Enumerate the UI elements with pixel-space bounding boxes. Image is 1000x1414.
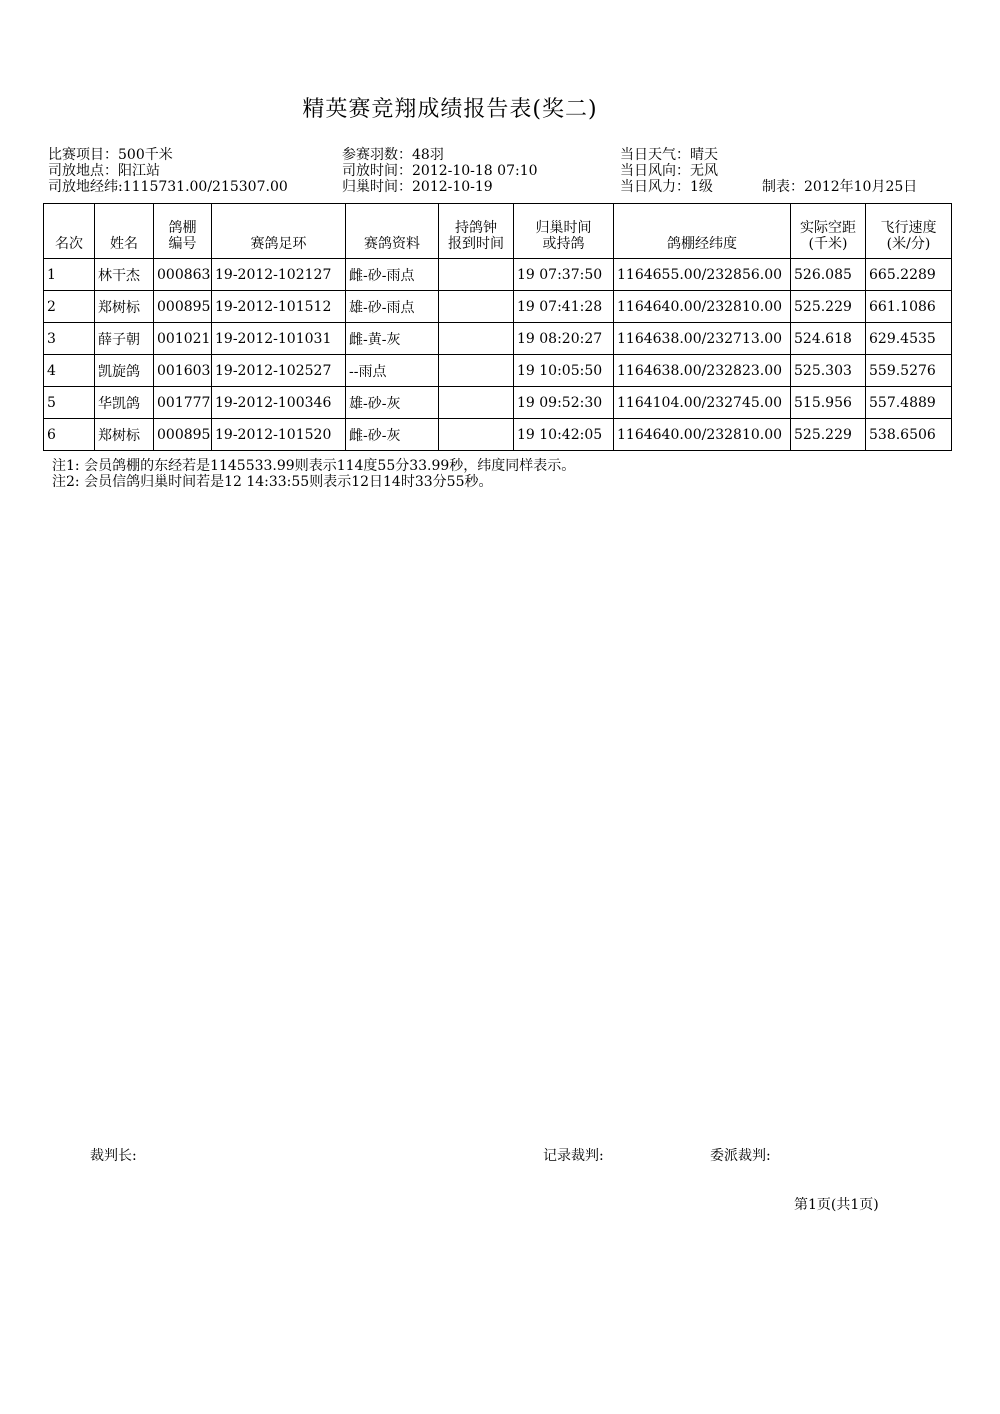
cell-return-time: 19 10:05:50: [514, 355, 614, 387]
cell-name: 郑树标: [95, 291, 154, 323]
cell-ring: 19-2012-101031: [212, 323, 346, 355]
cell-distance: 524.618: [791, 323, 866, 355]
header-pigeon-info: 赛鸽资料: [346, 204, 439, 259]
cell-clock-time: [439, 419, 514, 451]
cell-loft-coordinates: 1164655.00/232856.00: [614, 259, 791, 291]
cell-loft-number: 001021: [154, 323, 212, 355]
table-row: [44, 323, 952, 355]
cell-ring: 19-2012-101512: [212, 291, 346, 323]
cell-rank: 5: [44, 387, 95, 419]
header-speed: 飞行速度 (米/分): [866, 204, 952, 259]
table-row: [44, 355, 952, 387]
cell-pigeon-info: 雌-黄-灰: [346, 323, 439, 355]
cell-name: 薛子朝: [95, 323, 154, 355]
cell-distance: 525.303: [791, 355, 866, 387]
cell-rank: 3: [44, 323, 95, 355]
cell-speed: 559.5276: [866, 355, 952, 387]
table-row: [44, 419, 952, 451]
cell-loft-coordinates: 1164638.00/232713.00: [614, 323, 791, 355]
note-1: 注1: 会员鸽棚的东经若是1145533.99则表示114度55分33.99秒，纬度同样表示。: [52, 458, 576, 474]
release-coordinates: 司放地经纬:1115731.00/215307.00: [48, 179, 288, 195]
entry-count: 参赛羽数：48羽: [342, 147, 444, 163]
cell-ring: 19-2012-100346: [212, 387, 346, 419]
cell-pigeon-info: 雄-砂-雨点: [346, 291, 439, 323]
cell-ring: 19-2012-102127: [212, 259, 346, 291]
table-header-row: [44, 204, 952, 259]
cell-return-time: 19 10:42:05: [514, 419, 614, 451]
cell-return-time: 19 08:20:27: [514, 323, 614, 355]
cell-speed: 557.4889: [866, 387, 952, 419]
cell-name: 郑树标: [95, 419, 154, 451]
report-title: 精英赛竞翔成绩报告表(奖二): [302, 97, 598, 122]
record-judge-label: 记录裁判:: [543, 1148, 604, 1164]
cell-loft-number: 000895: [154, 419, 212, 451]
cell-ring: 19-2012-101520: [212, 419, 346, 451]
cell-name: 凯旋鸽: [95, 355, 154, 387]
cell-pigeon-info: --雨点: [346, 355, 439, 387]
header-return-time: 归巢时间 或持鸽: [514, 204, 614, 259]
cell-speed: 538.6506: [866, 419, 952, 451]
cell-name: 林干杰: [95, 259, 154, 291]
cell-distance: 526.085: [791, 259, 866, 291]
header-rank: 名次: [44, 204, 95, 259]
header-distance: 实际空距 (千米): [791, 204, 866, 259]
cell-return-time: 19 07:37:50: [514, 259, 614, 291]
cell-clock-time: [439, 259, 514, 291]
cell-return-time: 19 09:52:30: [514, 387, 614, 419]
cell-loft-coordinates: 1164640.00/232810.00: [614, 419, 791, 451]
results-table: [43, 203, 952, 451]
cell-name: 华凯鸽: [95, 387, 154, 419]
cell-pigeon-info: 雄-砂-灰: [346, 387, 439, 419]
chief-judge-label: 裁判长:: [90, 1148, 137, 1164]
cell-rank: 1: [44, 259, 95, 291]
release-location: 司放地点：阳江站: [48, 163, 160, 179]
page-number: 第1页(共1页): [794, 1197, 879, 1213]
assigned-judge-label: 委派裁判:: [710, 1148, 771, 1164]
cell-speed: 629.4535: [866, 323, 952, 355]
header-ring: 赛鸽足环: [212, 204, 346, 259]
cell-clock-time: [439, 291, 514, 323]
cell-loft-number: 000863: [154, 259, 212, 291]
header-loft-coordinates: 鸽棚经纬度: [614, 204, 791, 259]
header-clock-time: 持鸽钟 报到时间: [439, 204, 514, 259]
cell-distance: 525.229: [791, 291, 866, 323]
prepared-date: 制表：2012年10月25日: [762, 179, 918, 195]
cell-rank: 2: [44, 291, 95, 323]
cell-rank: 6: [44, 419, 95, 451]
table-row: [44, 291, 952, 323]
cell-pigeon-info: 雌-砂-灰: [346, 419, 439, 451]
event-item: 比赛项目：500千米: [48, 147, 173, 163]
cell-return-time: 19 07:41:28: [514, 291, 614, 323]
cell-clock-time: [439, 387, 514, 419]
cell-loft-number: 001603: [154, 355, 212, 387]
header-loft-number: 鸽棚 编号: [154, 204, 212, 259]
cell-ring: 19-2012-102527: [212, 355, 346, 387]
header-name: 姓名: [95, 204, 154, 259]
cell-distance: 525.229: [791, 419, 866, 451]
cell-loft-coordinates: 1164638.00/232823.00: [614, 355, 791, 387]
cell-loft-number: 001777: [154, 387, 212, 419]
notes: [52, 458, 575, 490]
cell-loft-number: 000895: [154, 291, 212, 323]
cell-loft-coordinates: 1164104.00/232745.00: [614, 387, 791, 419]
release-time: 司放时间：2012-10-18 07:10: [342, 163, 538, 179]
cell-clock-time: [439, 355, 514, 387]
table-row: [44, 259, 952, 291]
cell-pigeon-info: 雌-砂-雨点: [346, 259, 439, 291]
wind-force: 当日风力：1级: [620, 179, 713, 195]
wind-direction: 当日风向：无风: [620, 163, 718, 179]
weather: 当日天气：晴天: [620, 147, 718, 163]
cell-rank: 4: [44, 355, 95, 387]
cell-distance: 515.956: [791, 387, 866, 419]
table-row: [44, 387, 952, 419]
cell-speed: 661.1086: [866, 291, 952, 323]
note-2: 注2: 会员信鸽归巢时间若是12 14:33:55则表示12日14时33分55秒。: [52, 474, 493, 490]
return-date: 归巢时间：2012-10-19: [342, 179, 493, 195]
cell-clock-time: [439, 323, 514, 355]
cell-loft-coordinates: 1164640.00/232810.00: [614, 291, 791, 323]
cell-speed: 665.2289: [866, 259, 952, 291]
